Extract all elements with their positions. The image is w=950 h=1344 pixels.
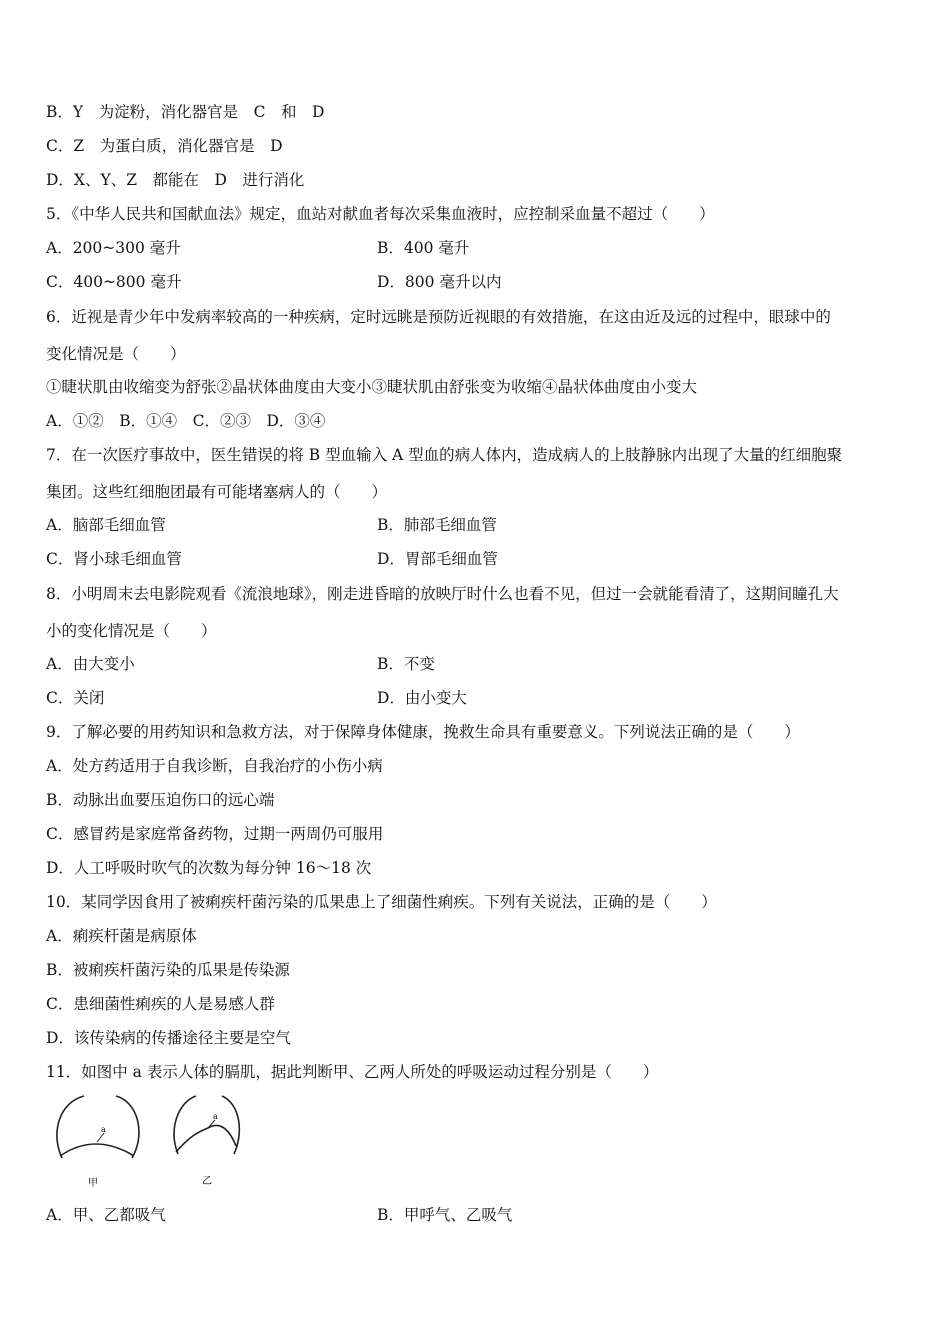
q7-option-a: A．脑部毛细血管 bbox=[46, 516, 166, 534]
q4-option-c: C．Z 为蛋白质，消化器官是 D bbox=[46, 137, 283, 155]
q4-option-d: D．X、Y、Z 都能在 D 进行消化 bbox=[46, 171, 305, 189]
yi-right-rib bbox=[222, 1096, 239, 1154]
q7-option-b: B．肺部毛细血管 bbox=[377, 516, 497, 534]
q10-stem: 10．某同学因食用了被痢疾杆菌污染的瓜果患上了细菌性痢疾。下列有关说法，正确的是（ ） bbox=[46, 893, 717, 911]
jia-label-a: a bbox=[101, 1125, 106, 1134]
q6-stem-line2: 变化情况是（ ） bbox=[46, 345, 186, 363]
figure-jia bbox=[57, 1096, 139, 1189]
q5-option-d: D．800 毫升以内 bbox=[377, 273, 502, 291]
yi-left-rib bbox=[174, 1096, 196, 1154]
q6-options: A．①② B．①④ C．②③ D．③④ bbox=[46, 412, 326, 430]
yi-label-a: a bbox=[213, 1112, 218, 1121]
q9-option-b: B．动脉出血要压迫伤口的远心端 bbox=[46, 791, 275, 809]
q5-stem: 5．《中华人民共和国献血法》规定，血站对献血者每次采集血液时，应控制采血量不超过（ ） bbox=[46, 205, 715, 223]
q7-option-c: C．肾小球毛细血管 bbox=[46, 550, 182, 568]
jia-caption: 甲 bbox=[88, 1178, 98, 1189]
q5-option-c: C．400~800 毫升 bbox=[46, 273, 182, 291]
q8-option-b: B．不变 bbox=[377, 655, 435, 673]
q5-option-a: A．200~300 毫升 bbox=[46, 239, 181, 257]
q8-stem-line2: 小的变化情况是（ ） bbox=[46, 622, 217, 640]
q10-option-d: D．该传染病的传播途径主要是空气 bbox=[46, 1029, 291, 1047]
q7-stem-line1: 7．在一次医疗事故中，医生错误的将 B 型血输入 A 型血的病人体内，造成病人的上肢静脉内出现了大量的红细胞聚 bbox=[46, 446, 843, 464]
jia-diaphragm bbox=[60, 1144, 134, 1156]
q6-items: ①睫状肌由收缩变为舒张②晶状体曲度由大变小③睫状肌由舒张变为收缩④晶状体曲度由小变大 bbox=[46, 378, 698, 396]
q11-stem: 11．如图中 a 表示人体的膈肌，据此判断甲、乙两人所处的呼吸运动过程分别是（ ） bbox=[46, 1063, 659, 1081]
q7-stem-line2: 集团。这些红细胞团最有可能堵塞病人的（ ） bbox=[46, 483, 388, 501]
q10-option-a: A．痢疾杆菌是病原体 bbox=[46, 927, 197, 945]
q10-option-c: C．患细菌性痢疾的人是易感人群 bbox=[46, 995, 275, 1013]
q6-stem-line1: 6．近视是青少年中发病率较高的一种疾病，定时远眺是预防近视眼的有效措施，在这由近及远的过程中，眼球中的 bbox=[46, 308, 831, 326]
q8-stem-line1: 8．小明周末去电影院观看《流浪地球》，刚走进昏暗的放映厅时什么也看不见，但过一会就能看清了，这期间瞳孔大 bbox=[46, 585, 839, 603]
q11-option-a: A．甲、乙都吸气 bbox=[46, 1206, 166, 1224]
q9-option-d: D．人工呼吸时吹气的次数为每分钟 16～18 次 bbox=[46, 859, 372, 877]
q11-option-b: B．甲呼气、乙吸气 bbox=[377, 1206, 513, 1224]
q8-option-d: D．由小变大 bbox=[377, 689, 467, 707]
q10-option-b: B．被痢疾杆菌污染的瓜果是传染源 bbox=[46, 961, 290, 979]
yi-diaphragm bbox=[176, 1125, 236, 1152]
yi-caption: 乙 bbox=[202, 1176, 212, 1187]
figure-yi bbox=[174, 1096, 239, 1187]
diaphragm-figure bbox=[50, 1092, 250, 1192]
q9-stem: 9．了解必要的用药知识和急救方法，对于保障身体健康，挽救生命具有重要意义。下列说法正确的是（ ） bbox=[46, 723, 800, 741]
jia-pointer bbox=[97, 1133, 104, 1142]
q8-option-c: C．关闭 bbox=[46, 689, 105, 707]
q5-option-b: B．400 毫升 bbox=[377, 239, 470, 257]
q7-option-d: D．胃部毛细血管 bbox=[377, 550, 498, 568]
q8-option-a: A．由大变小 bbox=[46, 655, 135, 673]
q9-option-a: A．处方药适用于自我诊断，自我治疗的小伤小病 bbox=[46, 757, 383, 775]
q9-option-c: C．感冒药是家庭常备药物，过期一两周仍可服用 bbox=[46, 825, 384, 843]
q4-option-b: B．Y 为淀粉，消化器官是 C 和 D bbox=[46, 103, 325, 121]
jia-left-rib bbox=[57, 1096, 84, 1158]
